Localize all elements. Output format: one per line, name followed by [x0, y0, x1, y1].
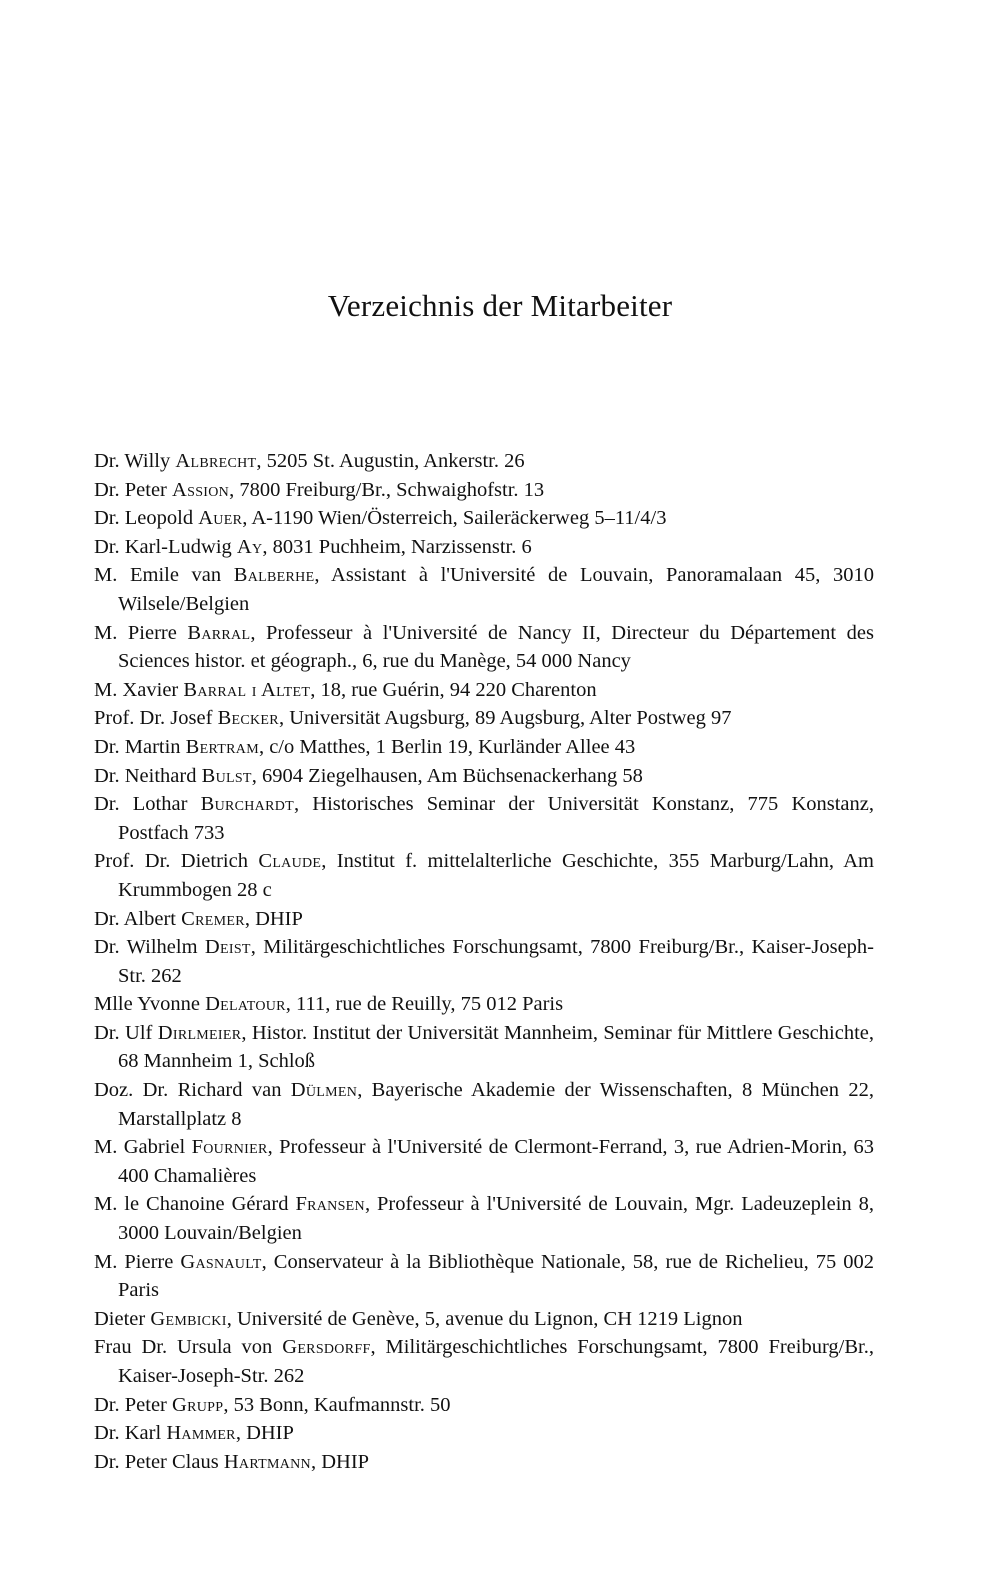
list-item: [94, 504, 874, 533]
entry-details: , 111, rue de Reuilly, 75 012 Paris: [285, 993, 564, 1016]
list-item: [94, 733, 874, 762]
entry-prefix: M. le Chanoine Gérard: [94, 1193, 296, 1216]
page-title: Verzeichnis der Mitarbeiter: [327, 288, 673, 323]
entry-prefix: M. Gabriel: [94, 1136, 192, 1159]
list-item: [94, 1333, 874, 1390]
entry-prefix: M. Xavier: [94, 678, 184, 701]
entry-details: , DHIP: [244, 907, 303, 930]
entry-details: , Professeur à l'Université de Nancy II, Directeur du Département des Sciences histor. et géograph., 6, rue du Manège, 54 000 Nancy: [118, 621, 874, 673]
entry-surname: Barral: [187, 621, 251, 644]
entry-details: , c/o Matthes, 1 Berlin 19, Kurländer Allee 43: [258, 735, 636, 758]
entry-details: , DHIP: [310, 1450, 370, 1473]
entry-surname: Balberhe: [233, 564, 315, 587]
entry-prefix: Dr. Wilhelm: [94, 936, 205, 959]
entry-details: , Militärgeschichtliches Forschungsamt, 7800 Freiburg/Br., Kaiser-Joseph-Str. 262: [118, 936, 874, 987]
entry-prefix: M. Emile van: [94, 564, 234, 587]
entry-prefix: Doz. Dr. Richard van: [94, 1079, 291, 1102]
entry-prefix: Dr. Karl: [94, 1422, 167, 1445]
entry-surname: Fournier: [191, 1136, 268, 1159]
list-item: [94, 762, 874, 791]
entry-details: , Université de Genève, 5, avenue du Lignon, CH 1219 Lignon: [226, 1307, 743, 1330]
entry-surname: Gersdorff: [282, 1336, 371, 1359]
entry-details: , Assistant à l'Université de Louvain, Panoramalaan 45, 3010 Wilsele/Belgien: [118, 564, 874, 615]
entry-surname: Delatour: [205, 993, 286, 1016]
entry-surname: Claude: [258, 850, 322, 873]
entry-prefix: M. Pierre: [94, 1250, 181, 1273]
entry-prefix: Prof. Dr. Josef: [94, 707, 218, 730]
list-item: [94, 790, 874, 847]
list-item: [94, 1419, 874, 1448]
list-item: [94, 1305, 874, 1334]
list-item: [94, 533, 874, 562]
list-item: [94, 676, 874, 705]
list-item: [94, 1133, 874, 1190]
entry-details: , Institut f. mittelalterliche Geschichte, 355 Marburg/Lahn, Am Krummbogen 28 c: [118, 850, 874, 901]
entry-details: , Professeur à l'Université de Clermont-Ferrand, 3, rue Adrien-Morin, 63 400 Chamalières: [118, 1136, 874, 1187]
entry-details: , Conservateur à la Bibliothèque Nationale, 58, rue de Richelieu, 75 002 Paris: [118, 1250, 874, 1302]
list-item: [94, 905, 874, 934]
list-item: [94, 619, 874, 676]
entry-details: , 6904 Ziegelhausen, Am Büchsenackerhang 58: [251, 764, 643, 787]
entry-prefix: Dr. Albert: [94, 907, 182, 930]
list-item: [94, 847, 874, 904]
entry-prefix: Dr. Ulf: [94, 1021, 158, 1044]
entry-surname: Grupp: [172, 1393, 224, 1416]
entry-details: , Histor. Institut der Universität Mannheim, Seminar für Mittlere Geschichte, 68 Mannheim 1, Schloß: [118, 1021, 874, 1073]
list-item: [94, 704, 874, 733]
entry-prefix: Dr. Lothar: [94, 793, 201, 816]
entry-surname: Dirlmeier: [157, 1021, 242, 1044]
entry-prefix: Dr. Peter: [94, 1393, 172, 1416]
entry-surname: Hammer: [166, 1422, 236, 1445]
entry-surname: Auer: [198, 507, 243, 530]
list-item: [94, 1248, 874, 1305]
entry-surname: Bertram: [185, 735, 259, 758]
entry-prefix: Prof. Dr. Dietrich: [94, 850, 259, 873]
entry-surname: Deist: [204, 936, 251, 959]
entry-surname: Dülmen: [290, 1079, 358, 1102]
entry-prefix: Dieter: [94, 1307, 151, 1330]
entry-surname: Barral i Altet: [183, 678, 311, 701]
entry-surname: Cremer: [181, 907, 245, 930]
list-item: [94, 990, 874, 1019]
list-item: [94, 447, 874, 476]
entry-details: , DHIP: [235, 1422, 294, 1445]
entry-prefix: Frau Dr. Ursula von: [94, 1336, 283, 1359]
list-item: [94, 1019, 874, 1076]
contributor-list: [94, 447, 874, 1476]
entry-details: , 18, rue Guérin, 94 220 Charenton: [310, 678, 597, 701]
list-item: [94, 476, 874, 505]
entry-prefix: Dr. Neithard: [94, 764, 202, 787]
entry-details: , 7800 Freiburg/Br., Schwaighofstr. 13: [229, 478, 545, 501]
list-item: [94, 1076, 874, 1133]
entry-prefix: Dr. Peter: [94, 478, 172, 501]
list-item: [94, 1448, 874, 1477]
entry-surname: Albrecht: [175, 450, 257, 472]
list-item: [94, 1190, 874, 1247]
list-item: [94, 1391, 874, 1420]
entry-details: , Militärgeschichtliches Forschungsamt, 7800 Freiburg/Br., Kaiser-Joseph-Str. 262: [118, 1336, 874, 1387]
entry-details: , Bayerische Akademie der Wissenschaften, 8 München 22, Marstallplatz 8: [118, 1079, 874, 1130]
entry-prefix: Dr. Willy: [94, 450, 176, 472]
entry-prefix: Mlle Yvonne: [94, 993, 206, 1016]
entry-surname: Becker: [217, 707, 279, 730]
entry-surname: Gasnault: [180, 1250, 262, 1273]
entry-prefix: M. Pierre: [94, 621, 188, 644]
entry-surname: Gembicki: [150, 1307, 227, 1330]
entry-details: , Historisches Seminar der Universität Konstanz, 775 Konstanz, Postfach 733: [118, 793, 874, 844]
entry-surname: Fransen: [295, 1193, 365, 1216]
entry-prefix: Dr. Karl-Ludwig: [94, 535, 237, 558]
entry-details: , 8031 Puchheim, Narzissenstr. 6: [262, 535, 532, 558]
entry-details: , A-1190 Wien/Österreich, Saileräckerweg 5–11/4/3: [242, 507, 667, 530]
entry-surname: Hartmann: [223, 1450, 311, 1473]
entry-details: , Universität Augsburg, 89 Augsburg, Alter Postweg 97: [278, 707, 732, 730]
entry-surname: Bulst: [201, 764, 252, 787]
entry-prefix: Dr. Leopold: [94, 507, 199, 530]
entry-details: , Professeur à l'Université de Louvain, Mgr. Ladeuzeplein 8, 3000 Louvain/Belgien: [118, 1193, 874, 1245]
entry-prefix: Dr. Martin: [94, 735, 186, 758]
entry-details: , 5205 St. Augustin, Ankerstr. 26: [256, 450, 525, 472]
entry-details: , 53 Bonn, Kaufmannstr. 50: [223, 1393, 451, 1416]
entry-surname: Assion: [172, 478, 230, 501]
list-item: [94, 933, 874, 990]
entry-prefix: Dr. Peter Claus: [94, 1450, 224, 1473]
list-item: [94, 561, 874, 618]
entry-surname: Burchardt: [200, 793, 294, 816]
entry-surname: Ay: [236, 535, 263, 558]
